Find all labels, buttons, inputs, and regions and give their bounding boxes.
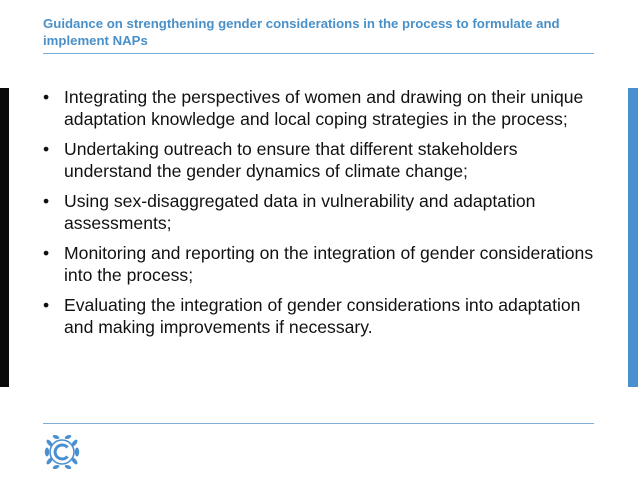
bullet-marker: • [43,191,50,211]
bullet-marker: • [43,139,50,159]
bullet-text: Monitoring and reporting on the integration of gender considerations into the process; [64,243,594,285]
footer-divider [43,423,594,424]
bullet-text: Integrating the perspectives of women and drawing on their unique adaptation knowledge and local coping strategies in the process; [64,87,584,129]
bullet-marker: • [43,243,50,263]
bullet-marker: • [43,87,50,107]
bullet-item [42,294,602,338]
bullet-text: Evaluating the integration of gender considerations into adaptation and making improvements if necessary. [64,295,581,337]
bullet-item [42,242,602,286]
bullet-list [42,86,602,346]
bullet-item [42,86,602,130]
bullet-text: Undertaking outreach to ensure that different stakeholders understand the gender dynamics of climate change; [64,139,518,181]
right-accent-bar [628,88,638,387]
bullet-item [42,190,602,234]
unfccc-logo-icon [42,432,82,472]
title-divider [43,53,594,54]
bullet-item [42,138,602,182]
left-accent-bar [0,88,9,387]
slide-title: Guidance on strengthening gender considerations in the process to formulate and implement NAPs [43,16,560,48]
bullet-text: Using sex-disaggregated data in vulnerability and adaptation assessments; [64,191,536,233]
bullet-marker: • [43,295,50,315]
